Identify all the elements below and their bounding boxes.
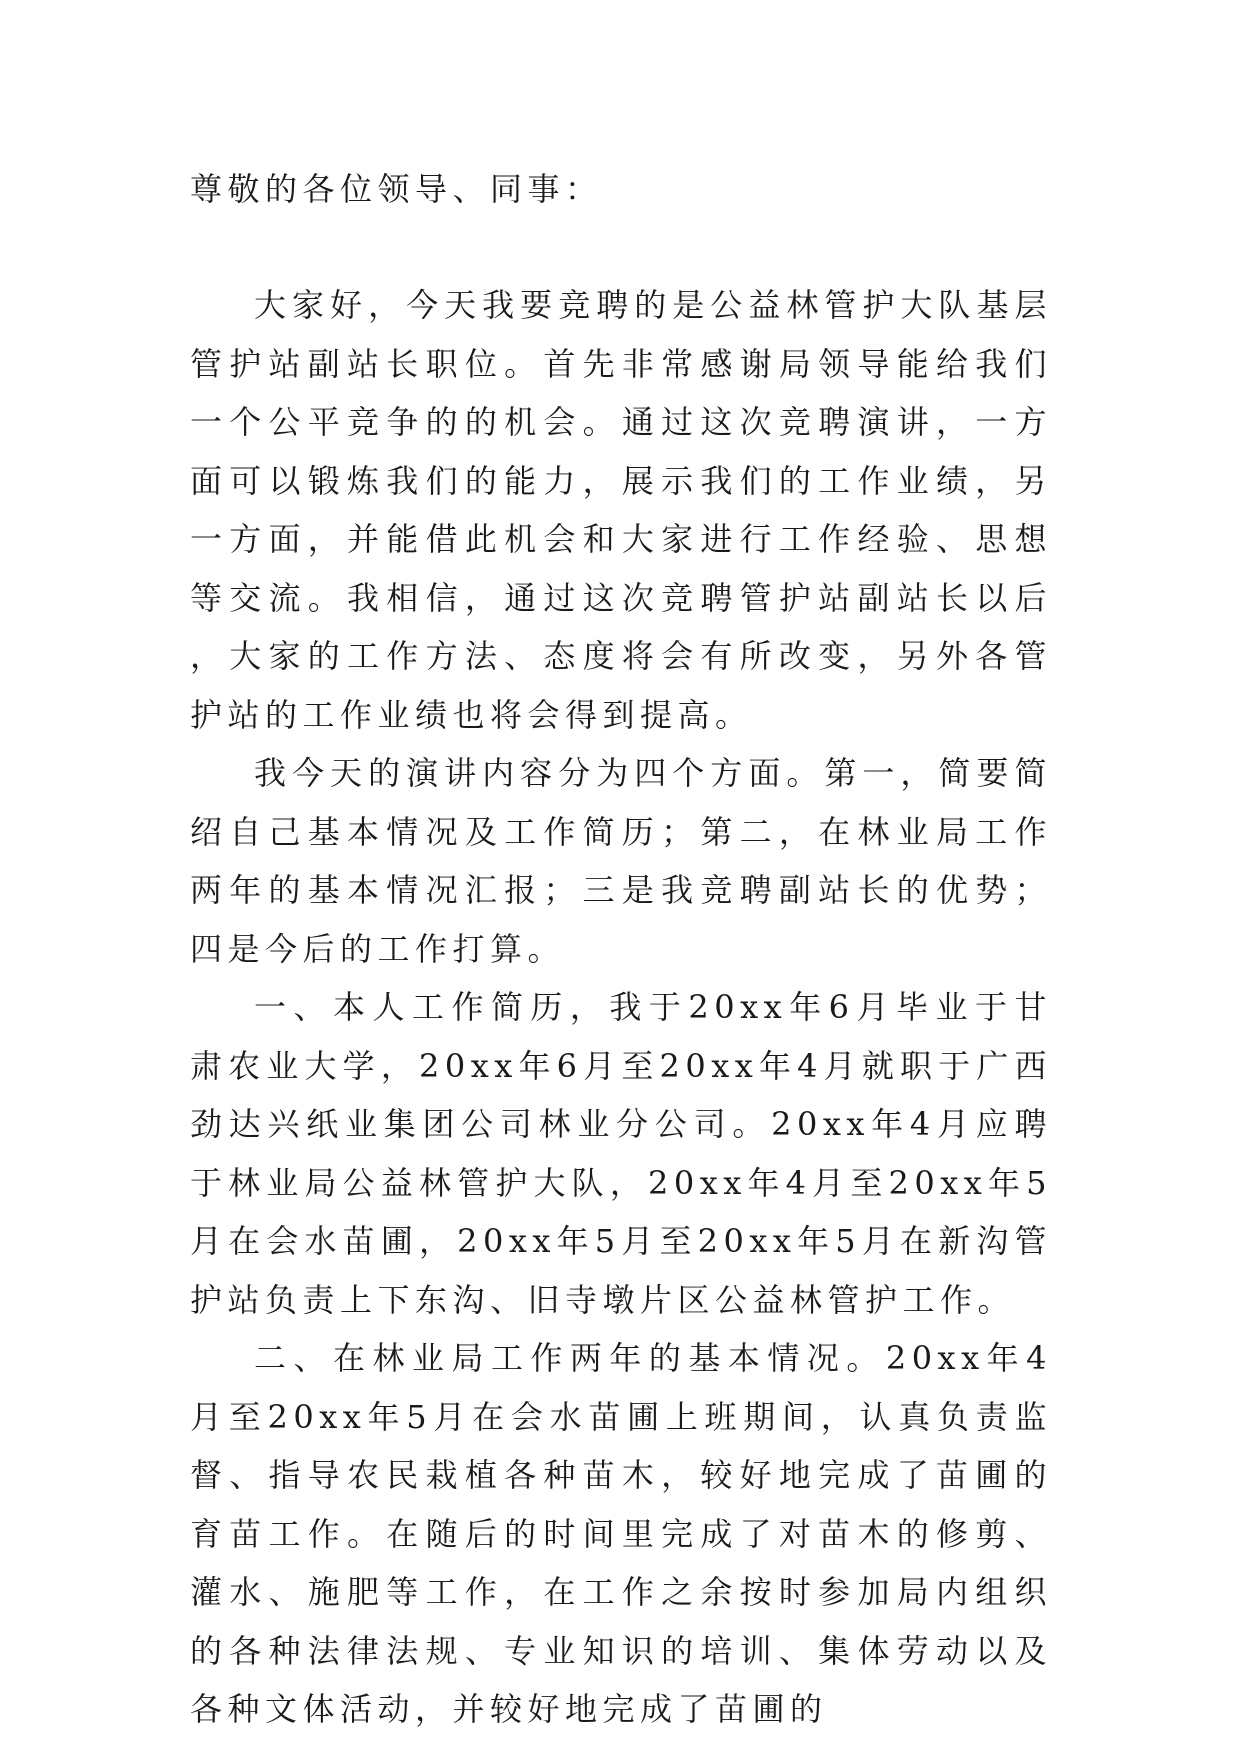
paragraph-two-years-summary: 二、在林业局工作两年的基本情况。20xx年4月至20xx年5月在会水苗圃上班期间，认真负责监督、指导农民栽植各种苗木，较好地完成了苗圃的育苗工作。在随后的时间里完成了对苗木的修剪、灌水、施肥等工作，在工作之余按时参加局内组织的各种法律法规、专业知识的培训、集体劳动以及各种文体活动，并较好地完成了苗圃的 — [190, 1339, 1052, 1728]
paragraph-work-history: 一、本人工作简历，我于20xx年6月毕业于甘肃农业大学，20xx年6月至20xx年4月就职于广西劲达兴纸业集团公司林业分公司。20xx年4月应聘于林业局公益林管护大队，20xx年4月至20xx年5月在会水苗圃，20xx年5月至20xx年5月在新沟管护站负责上下东沟、旧寺墩片区公益林管护工作。 — [190, 988, 1052, 1319]
document-body — [190, 276, 1052, 1739]
paragraph-introduction: 大家好，今天我要竞聘的是公益林管护大队基层管护站副站长职位。首先非常感谢局领导能给我们一个公平竞争的的机会。通过这次竞聘演讲，一方面可以锻炼我们的能力，展示我们的工作业绩，另一方面，并能借此机会和大家进行工作经验、思想等交流。我相信，通过这次竞聘管护站副站长以后，大家的工作方法、态度将会有所改变，另外各管护站的工作业绩也将会得到提高。 — [190, 286, 1052, 734]
paragraph-outline: 我今天的演讲内容分为四个方面。第一，简要简绍自己基本情况及工作简历；第二，在林业局工作两年的基本情况汇报；三是我竞聘副站长的优势；四是今后的工作打算。 — [190, 754, 1052, 968]
salutation: 尊敬的各位领导、同事： — [190, 170, 603, 208]
